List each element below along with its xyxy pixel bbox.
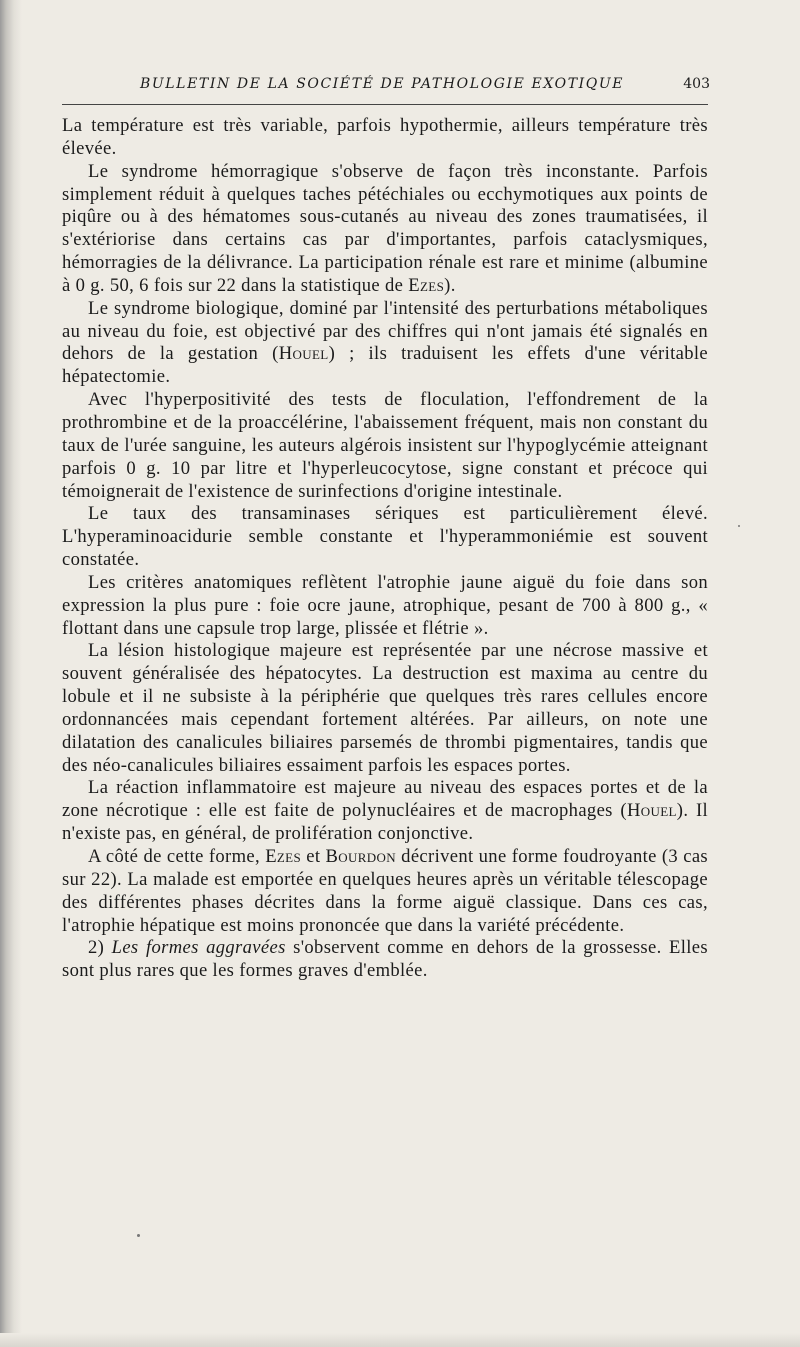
page-bottom-edge (0, 1333, 800, 1347)
paragraph-anatomical-criteria: Les critères anatomiques reflètent l'atrophie jaune aiguë du foie dans son expression la plus pure : foie ocre jaune, atrophique, pesant de 700 à 800 g., « flottant dans une capsule trop large, plissée et flétrie ». (62, 571, 708, 639)
print-speck (137, 1234, 140, 1237)
body-text (62, 115, 708, 983)
page-number: 403 (683, 76, 710, 92)
page-binding-edge (0, 0, 22, 1347)
author-name: Bourdon (325, 846, 396, 867)
section-title: Les formes aggravées (111, 937, 286, 959)
paragraph-fulminant-form: A côté de cette forme, Ezes et Bourdon décrivent une forme foudroyante (3 cas sur 22). La malade est emportée en quelques heures après un véritable télescopage des différentes phases décrites dans la forme aiguë classique. Dans ces cas, l'atrophie hépatique est moins prononcée que dans la variété précédente. (62, 846, 709, 936)
author-name: Houel (278, 343, 329, 365)
paragraph-temperature: La température est très variable, parfois hypothermie, ailleurs température très élevée. (62, 115, 708, 159)
print-speck (738, 525, 740, 527)
author-name: Houel (626, 800, 677, 822)
paragraph-hemorrhagic-syndrome: Le syndrome hémorragique s'observe de façon très inconstante. Parfois simplement réduit à quelques taches pétéchiales ou ecchymotiques aux points de piqûre ou à des hématomes sous-cutanés au niveau des zones traumatisées, il s'extériorise dans certains cas par d'importantes, parfois cataclysmiques, hémorragies de la délivrance. La participation rénale est rare et minime (albumine à 0 g. 50, 6 fois sur 22 dans la statistique de Ezes). (62, 160, 708, 296)
paragraph-aggravated-forms: 2) Les formes aggravées s'observent comme en dehors de la grossesse. Elles sont plus rares que les formes graves d'emblée. (62, 937, 708, 982)
paragraph-inflammatory-reaction: La réaction inflammatoire est majeure au niveau des espaces portes et de la zone nécrotique : elle est faite de polynucléaires et de macrophages (Houel). Il n'existe pas, en général, de prolifération conjonctive. (62, 777, 708, 845)
paragraph-transaminases: Le taux des transaminases sériques est particulièrement élevé. L'hyperaminoacidurie semble constante et l'hyperammoniémie est souvent constatée. (62, 503, 708, 571)
running-title: BULLETIN DE LA SOCIÉTÉ DE PATHOLOGIE EXOTIQUE (140, 76, 625, 92)
paragraph-histological-lesion: La lésion histologique majeure est représentée par une nécrose massive et souvent généralisée des hépatocytes. La destruction est maxima au centre du lobule et il ne subsiste à la périphérie que quelques très rares cellules encore ordonnancées mais cependant fortement altérées. Par ailleurs, on note une dilatation des canalicules biliaires parsemés de thrombi pigmentaires, tandis que des néo-canalicules biliaires essaiment parfois les espaces portes. (62, 640, 708, 776)
author-name: Ezes (408, 274, 445, 296)
paragraph-hyperpositivity: Avec l'hyperpositivité des tests de floculation, l'effondrement de la prothrombine et de la proaccélérine, l'abaissement fréquent, mais non constant du taux de l'urée sanguine, les auteurs algérois insistent sur l'hypoglycémie atteignant parfois 0 g. 10 par litre et l'hyperleucocytose, signe constant et précoce qui témoignerait de l'existence de surinfections d'origine intestinale. (62, 389, 708, 502)
header-rule (62, 104, 708, 105)
paragraph-biological-syndrome: Le syndrome biologique, dominé par l'intensité des perturbations métaboliques au niveau du foie, est objectivé par des chiffres qui n'ont jamais été signalés en dehors de la gestation (Houel) ; ils traduisent les effets d'une véritable hépatectomie. (62, 297, 708, 388)
author-name: Ezes (265, 846, 302, 867)
